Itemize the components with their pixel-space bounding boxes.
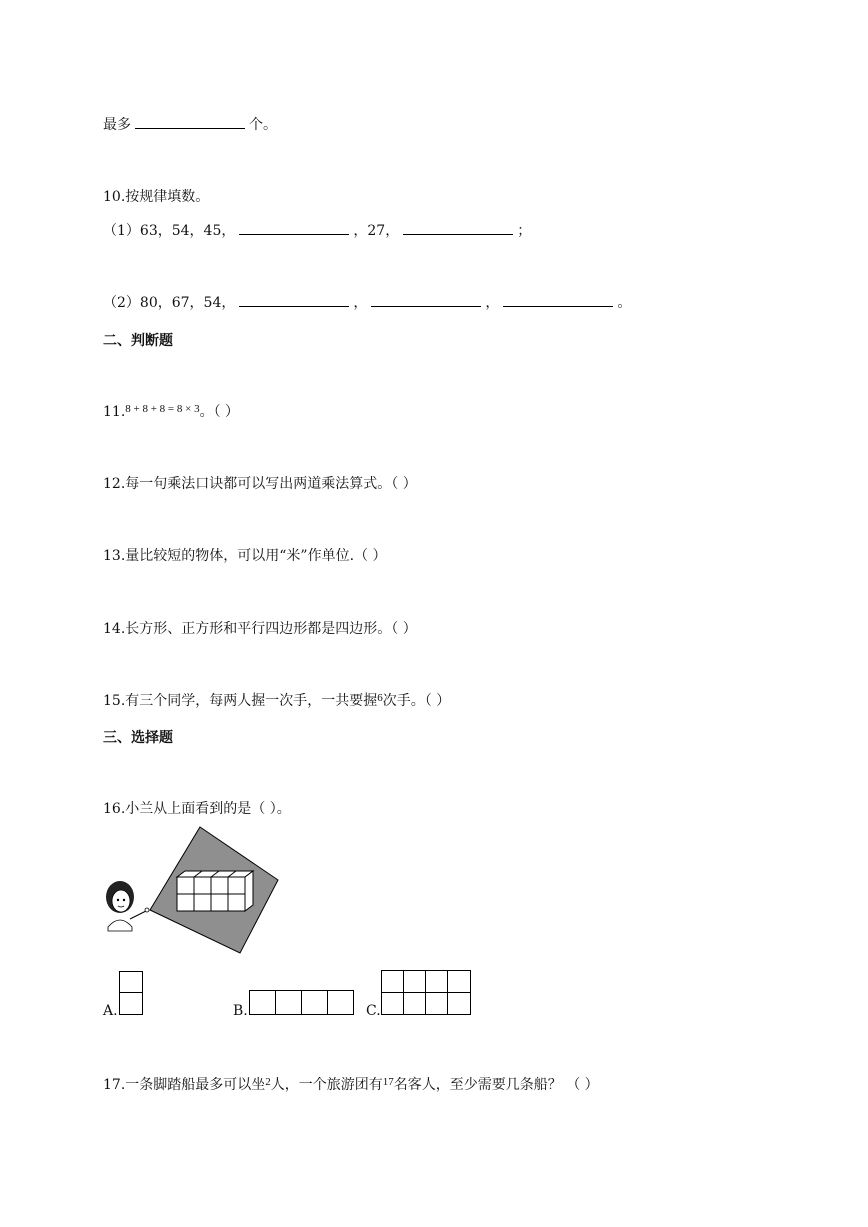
q10-p1-seq: 63，54，45， — [139, 223, 236, 239]
q15-pre: 15.有三个同学，每两人握一次手，一共要握 — [103, 693, 378, 709]
option-b-cell — [301, 990, 328, 1015]
q15 — [103, 690, 450, 710]
option-a-cell — [119, 992, 143, 1015]
q10-p2-end: 。 — [617, 295, 632, 311]
option-c-label[interactable]: C. — [366, 1003, 381, 1019]
q9-line — [103, 114, 277, 134]
option-b-cell — [249, 990, 276, 1015]
q15-post: 次手。（ ） — [382, 693, 451, 709]
q10-p2-blank-3[interactable] — [503, 292, 613, 307]
q15-number: 6 — [377, 692, 383, 704]
q10-p1-blank-2[interactable] — [403, 220, 513, 235]
option-c-cell — [447, 970, 471, 993]
option-c-cell — [425, 992, 448, 1015]
q10-p2-sep1: ， — [353, 295, 368, 311]
option-c-cell — [447, 992, 471, 1015]
option-c-cell — [381, 970, 404, 993]
q17-number-1: 2 — [265, 1076, 271, 1088]
q10-p2-blank-1[interactable] — [239, 292, 349, 307]
q10-p1-label: （1） — [103, 223, 140, 239]
q11 — [103, 401, 239, 421]
q10-p1-blank-1[interactable] — [239, 220, 349, 235]
q9-suffix: 个。 — [249, 117, 277, 133]
section-2-heading: 二、判断题 — [103, 333, 173, 349]
section-3-heading: 三、选择题 — [103, 730, 173, 746]
option-b-cell — [275, 990, 302, 1015]
option-b-label[interactable]: B. — [233, 1003, 248, 1019]
q11-number: 11. — [103, 404, 126, 420]
q9-answer-blank[interactable] — [135, 114, 245, 129]
q17-post: 名客人，至少需要几条船？ （ ） — [393, 1077, 599, 1093]
q17-mid: 人，一个旅游团有 — [270, 1077, 383, 1093]
option-c-cell — [403, 970, 426, 993]
q11-formula: 8 + 8 + 8 = 8 × 3 — [125, 403, 200, 415]
option-c-cell — [381, 992, 404, 1015]
q10-p1-end: ； — [517, 223, 532, 239]
q10-p2-blank-2[interactable] — [371, 292, 481, 307]
q10-part2 — [103, 292, 631, 312]
q10-p1-mid: ，27， — [353, 223, 400, 239]
option-a-label[interactable]: A. — [103, 1003, 118, 1019]
q10-title: 10.按规律填数。 — [103, 189, 210, 205]
q17 — [103, 1074, 599, 1094]
q16-illustration — [100, 825, 285, 955]
option-b-cell — [327, 990, 354, 1015]
q10-p2-seq: 80，67，54， — [139, 295, 236, 311]
q13: 13.量比较短的物体，可以用“米”作单位.（ ） — [103, 548, 387, 564]
option-c-cell — [425, 970, 448, 993]
q14: 14.长方形、正方形和平行四边形都是四边形。（ ） — [103, 621, 417, 637]
option-c-cell — [403, 992, 426, 1015]
q10-p2-sep2: ， — [485, 295, 500, 311]
q12: 12.每一句乘法口诀都可以写出两道乘法算式。（ ） — [103, 476, 417, 492]
option-a-cell — [119, 971, 143, 993]
q17-pre: 17.一条脚踏船最多可以坐 — [103, 1077, 266, 1093]
q10-part1 — [103, 220, 531, 240]
q11-tail: 。（ ） — [199, 404, 240, 420]
cube-block — [177, 871, 253, 911]
q10-p2-label: （2） — [103, 295, 140, 311]
girl-figure — [106, 881, 149, 931]
q16: 16.小兰从上面看到的是（ ）。 — [103, 801, 291, 817]
q9-prefix: 最多 — [103, 117, 131, 133]
q17-number-2: 17 — [382, 1076, 394, 1088]
